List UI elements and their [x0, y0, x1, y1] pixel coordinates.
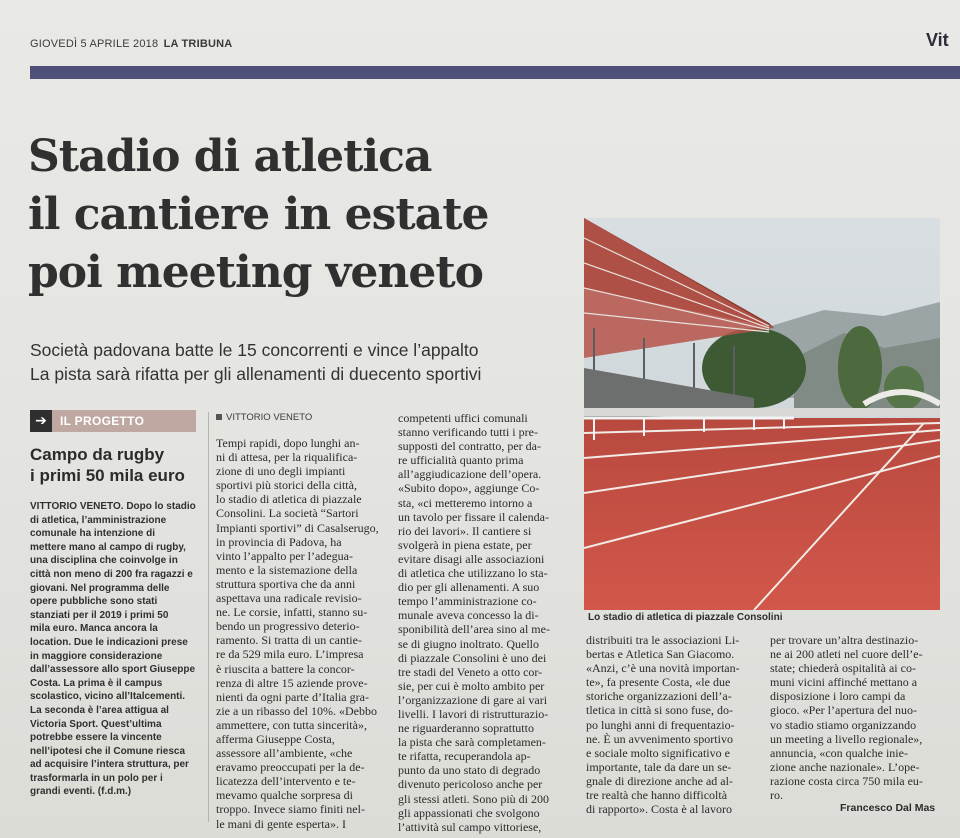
text-line: stanziati per il 2019 i primi 50 [30, 609, 169, 621]
text-line: all’aggiudicazione dell’opera. [398, 467, 542, 482]
text-line: troppo. Invece siamo finiti nel- [216, 802, 365, 817]
text-line: supposti del contratto, per da- [398, 439, 541, 454]
text-line: te rifatta, recuperandola ap- [398, 749, 531, 764]
text-line: annuncia, «con qualche inie- [770, 745, 908, 760]
text-line: di atletica che utilizzano lo sta- [398, 566, 548, 581]
article-headline [28, 128, 588, 302]
text-line: mettere mano al campo di rugby, [30, 541, 186, 553]
text-line: divenuto pericoloso anche per [398, 777, 543, 792]
text-line: scolastico, vicino all’Italcementi. [30, 691, 186, 703]
text-line: l’attività sul campo vittoriese, [398, 819, 542, 834]
text-line: importante, tale da dare un se- [586, 759, 732, 774]
text-line: nienti da ogni parte d’Italia gra- [216, 689, 369, 704]
text-line: renza di altre 15 aziende prove- [216, 675, 368, 690]
text-line: e sociale molto significativo e [586, 745, 730, 760]
text-line: storiche organizzazioni dell’a- [586, 689, 732, 704]
text-line: vinto l’appalto per l’adegua- [216, 548, 353, 563]
section-tag [30, 410, 196, 432]
text-line: comunale ha intenzione di [30, 528, 156, 540]
text-line: gli appassionati che svolgono [398, 805, 540, 820]
text-line: mevamo qualche sorpresa di [216, 788, 353, 803]
text-line: tre stadi del Veneto a otto cor- [398, 664, 543, 679]
text-line: gnale di direzione anche ad al- [586, 773, 733, 788]
text-line: «Subito dopo», aggiunge Co- [398, 481, 540, 496]
text-line: muni vicini affinché mettano a [770, 675, 918, 690]
article-column-4 [770, 633, 946, 802]
text-line: aspettava una radicale revisio- [216, 591, 362, 606]
text-line: se di giugno inoltrato. Quello [398, 636, 539, 651]
text-line: giovani. Nel programma delle [30, 582, 170, 594]
text-line: zie a un ribasso del 10%. «Debbo [216, 703, 377, 718]
text-line: munale aveva concesso la di- [398, 608, 539, 623]
text-line: ramento. Si tratta di un cantie- [216, 633, 362, 648]
adjacent-page-fragment: Vit [926, 30, 949, 50]
stadium-illustration [584, 218, 940, 610]
text-line: sponibilità dell’area sino al me- [398, 622, 550, 637]
text-line: evitare disagi alle associazioni [398, 551, 545, 566]
text-line: dall’assessore allo sport Giuseppe [30, 664, 196, 676]
newspaper-name: LA TRIBUNA [163, 38, 233, 50]
sidebar-headline-line: i primi 50 mila euro [30, 466, 185, 485]
article-column-1 [216, 436, 388, 831]
text-line: punto da uno stato di degrado [398, 763, 541, 778]
text-line: tletica in città si sono fuse, do- [586, 703, 733, 718]
text-line: licatezza dell’intervento e te- [216, 774, 356, 789]
sidebar-headline-line: Campo da rugby [30, 445, 165, 464]
text-line: un meeting a livello regionale», [770, 731, 923, 746]
sidebar-body [30, 500, 206, 799]
text-line: razione costa circa 750 mila eu- [770, 773, 923, 788]
text-line: Consolini. La società “Sartori [216, 506, 359, 521]
text-line: l’organizzazione di gare ai vari [398, 692, 548, 707]
text-line: nell’ipotesi che il Comune riesca [30, 745, 186, 757]
article-column-2 [398, 411, 576, 834]
subheadline-line: La pista sarà rifatta per gli allenamenti di duecento sportivi [30, 364, 482, 384]
text-line: di atletica, l’amministrazione [30, 514, 167, 526]
headline-line: Stadio di atletica [28, 131, 432, 182]
article-column-3 [586, 633, 760, 816]
text-line: potrebbe essere la vincente [30, 732, 162, 744]
text-line: La seconda è l’area attigua al [30, 704, 169, 716]
text-line: eravamo preoccupati per la de- [216, 760, 365, 775]
text-line: trasformarla in un polo per i [30, 772, 163, 784]
text-line: lo stadio di atletica di piazzale [216, 492, 362, 507]
text-line: gli stessi atleti. Sono più di 200 [398, 791, 550, 806]
text-line: bertas e Atletica San Giacomo. [586, 647, 735, 662]
text-line: in maggiore considerazione [30, 650, 163, 662]
headline-line: il cantiere in estate [28, 189, 489, 240]
text-line: la pista che sarà completamen- [398, 735, 546, 750]
text-line: grandi eventi. (f.d.m.) [30, 786, 132, 798]
text-line: in provincia di Padova, ha [216, 534, 342, 549]
text-line: Victoria Sport. Quest’ultima [30, 718, 162, 730]
text-line: è riuscita a battere la concor- [216, 661, 355, 676]
column-divider [208, 412, 209, 822]
byline-location: VITTORIO VENETO [216, 412, 312, 423]
text-line: location. Due le indicazioni prese [30, 636, 188, 648]
text-line: stanno verificando tutti i pre- [398, 425, 538, 440]
text-line: di piazzale Consolini è uno dei [398, 650, 547, 665]
subheadline-line: Società padovana batte le 15 concorrenti e vince l’appalto [30, 340, 479, 360]
text-line: livelli. I lavori di ristrutturazio- [398, 706, 549, 721]
text-line: città non meno di 200 fra ragazzi e [30, 568, 193, 580]
text-line: sta, «ci metteremo intorno a [398, 495, 533, 510]
stadium-photo [584, 218, 940, 610]
text-line: VITTORIO VENETO. Dopo lo stadio [30, 501, 196, 512]
text-line: ne. Le corsie, infatti, stanno su- [216, 605, 368, 620]
text-line: Impianti sportivi” di Casalserugo, [216, 520, 379, 535]
text-line: vo stadio stiamo organizzando [770, 717, 917, 732]
text-line: distribuiti tra le associazioni Li- [586, 633, 740, 647]
text-line: afferma Giuseppe Costa, [216, 731, 335, 746]
text-line: ro. [770, 788, 783, 803]
article-subheadline [30, 338, 590, 386]
text-line: opere pubbliche sono stati [30, 596, 158, 608]
text-line: zione anche nazionale». L’ope- [770, 759, 920, 774]
text-line: po lunghi anni di frequentazio- [586, 717, 735, 732]
author-signature: Francesco Dal Mas [840, 802, 936, 814]
text-line: te», fa presente Costa, «le due [586, 675, 731, 690]
text-line: Costa. La prima è il campus [30, 677, 163, 689]
section-tag-label: IL PROGETTO [60, 414, 145, 428]
text-line: sie, per cui è molto ambito per [398, 678, 545, 693]
text-line: rio dei lavori». Il cantiere si [398, 523, 532, 538]
text-line: una disciplina che coinvolge in [30, 555, 178, 567]
text-line: bendo un progressivo deterio- [216, 619, 360, 634]
text-line: ne ai 200 atleti nel cuore dell’e- [770, 647, 923, 662]
text-line: struttura sportiva che da anni [216, 576, 356, 591]
text-line: sportivi più storici della città, [216, 478, 357, 493]
text-line: gioco. «Per l’apertura del nuo- [770, 703, 917, 718]
sidebar-headline [30, 444, 200, 486]
text-line: re da 529 mila euro. L’impresa [216, 647, 364, 662]
text-line: di rapporto». Costa è al lavoro [586, 802, 732, 817]
text-line: «Anzi, c’è una novità importan- [586, 661, 740, 676]
text-line: ne riguarderanno soprattutto [398, 721, 534, 736]
text-line: ammettere, con tutta sincerità», [216, 717, 367, 732]
text-line: assessore all’ambiente, «che [216, 746, 353, 761]
text-line: svolgerà in piena estate, per [398, 537, 532, 552]
text-line: tempo l’amministrazione co- [398, 594, 537, 609]
text-line: un tavolo per fissare il calenda- [398, 509, 549, 524]
text-line: re ufficialità quanto prima [398, 453, 524, 468]
show-through-text [590, 130, 950, 210]
text-line: state; chiederà ospitalità ai co- [770, 661, 916, 676]
text-line: disposizione i loro campi da [770, 689, 906, 704]
text-line: per trovare un’altra destinazio- [770, 633, 919, 647]
text-line: tre realtà che hanno difficoltà [586, 788, 728, 803]
text-line: ni di attesa, per la riqualifica- [216, 450, 358, 465]
header-rule [30, 66, 960, 79]
text-line: ne. È un avvenimento sportivo [586, 731, 733, 746]
text-line: zione di uno degli impianti [216, 464, 346, 479]
page-header [30, 38, 232, 50]
text-line: competenti uffici comunali [398, 411, 528, 425]
headline-line: poi meeting veneto [28, 247, 484, 298]
text-line: dio per gli allenamenti. A suo [398, 580, 540, 595]
arrow-right-icon: ➔ [30, 410, 52, 432]
photo-caption: Lo stadio di atletica di piazzale Consolini [588, 612, 783, 623]
text-line: mento e la sistemazione della [216, 562, 358, 577]
text-line: ad acquisire l’intera struttura, per [30, 759, 189, 771]
text-line: mila euro. Manca ancora la [30, 623, 158, 635]
issue-date: GIOVEDÌ 5 APRILE 2018 [30, 38, 159, 50]
text-line: Tempi rapidi, dopo lunghi an- [216, 436, 360, 450]
text-line: le mani di gente esperta». I [216, 816, 346, 831]
